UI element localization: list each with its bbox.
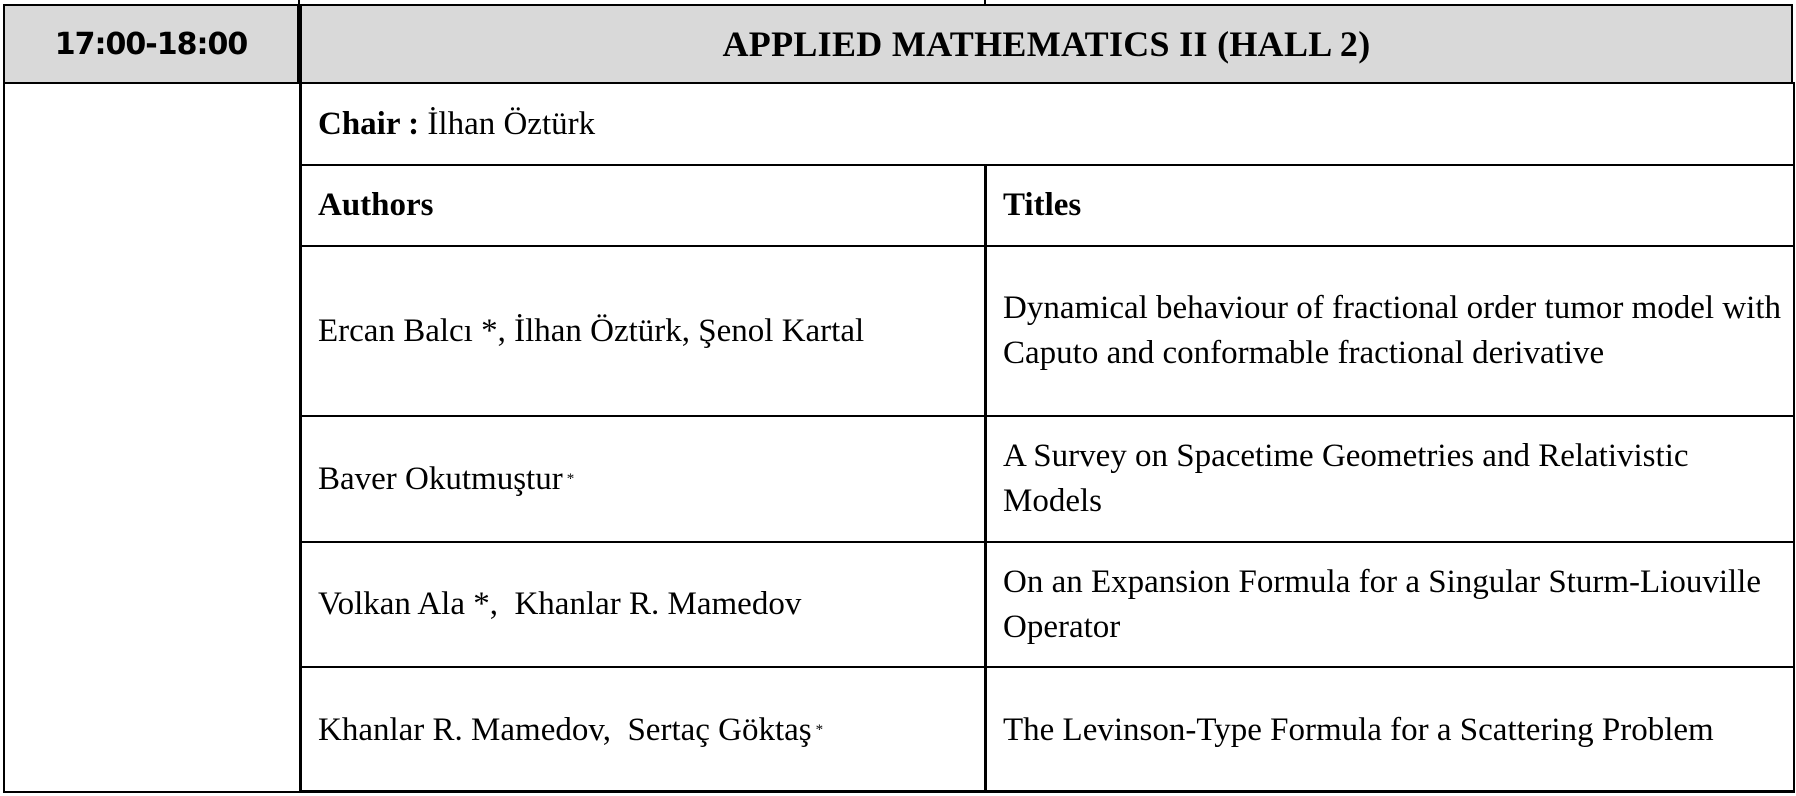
talk-title — [987, 247, 1793, 415]
table-row — [302, 543, 1793, 668]
table-row — [302, 668, 1793, 792]
session-grid — [299, 82, 1795, 793]
title-text: The Levinson-Type Formula for a Scattering Problem — [1003, 711, 1714, 748]
talk-authors — [302, 668, 987, 792]
session-title: APPLIED MATHEMATICS II (HALL 2) — [299, 4, 1793, 82]
talk-title — [987, 417, 1793, 541]
chair-label: Chair : — [318, 105, 420, 142]
time-slot: 17:00-18:00 — [3, 4, 299, 82]
authors-text: Khanlar R. Mamedov, Sertaç Göktaş — [318, 711, 812, 748]
talk-authors — [302, 543, 987, 666]
authors-text: Baver Okutmuştur — [318, 460, 563, 497]
title-text: Dynamical behaviour of fractional order tumor model with Caputo and conformable fractional derivative — [1003, 290, 1781, 371]
authors-column-header: Authors — [302, 166, 987, 245]
table-row — [302, 247, 1793, 417]
chair-row — [302, 84, 1793, 166]
titles-column-header: Titles — [1003, 187, 1082, 223]
authors-text: Ercan Balcı *, İlhan Öztürk, Şenol Kartal — [318, 312, 865, 349]
presenter-mark: * — [566, 470, 575, 487]
talk-title — [987, 668, 1793, 792]
header-row — [302, 166, 1793, 247]
talk-authors — [302, 247, 987, 415]
authors-text: Volkan Ala *, Khanlar R. Mamedov — [318, 586, 802, 622]
presenter-mark: * — [815, 721, 824, 738]
title-text: A Survey on Spacetime Geometries and Relativistic Models — [1003, 438, 1689, 519]
talk-title — [987, 543, 1793, 666]
title-text: On an Expansion Formula for a Singular Sturm-Liouville Operator — [1003, 563, 1761, 645]
talk-authors — [302, 417, 987, 541]
table-row — [302, 417, 1793, 543]
time-column-spacer — [3, 82, 299, 793]
chair-name: İlhan Öztürk — [427, 105, 596, 142]
